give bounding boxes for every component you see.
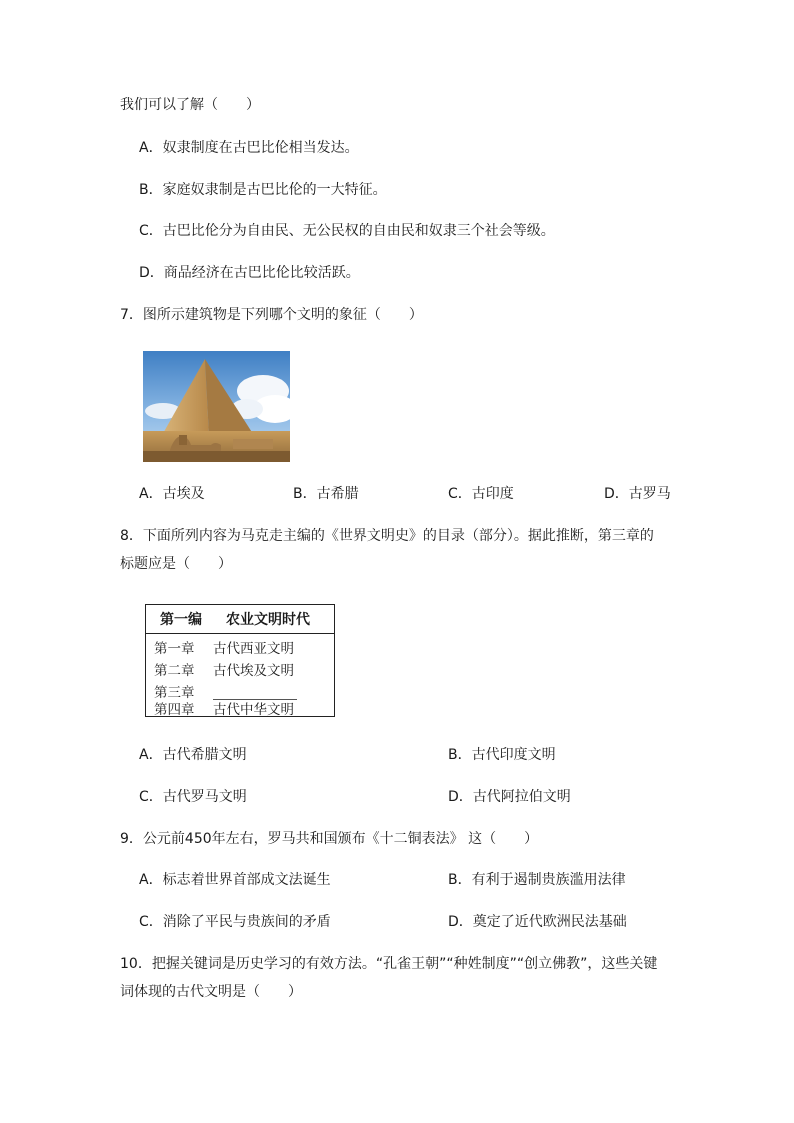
q6-option-c: C．古巴比伦分为自由民、无公民权的自由民和奴隶三个社会等级。 — [139, 223, 555, 239]
toc-row — [154, 637, 294, 657]
toc-chapter-title: 古代埃及文明 — [213, 663, 294, 679]
q8-stem-line1: 8．下面所列内容为马克走主编的《世界文明史》的目录（部分）。据此推断，第三章的 — [120, 528, 654, 544]
toc-row — [154, 659, 294, 679]
q9-option-c: C．消除了平民与贵族间的矛盾 — [139, 914, 331, 930]
q9-option-a: A．标志着世界首部成文法诞生 — [139, 872, 331, 888]
pyramid-sphinx-image — [143, 351, 290, 462]
toc-chapter-num: 第一章 — [154, 641, 195, 657]
q6-option-d: D．商品经济在古巴比伦比较活跃。 — [139, 265, 360, 281]
toc-chapter-num: 第四章 — [154, 702, 195, 718]
q8-option-c: C．古代罗马文明 — [139, 789, 247, 805]
q10-stem-line1: 10．把握关键词是历史学习的有效方法。“孔雀王朝”“种姓制度”“创立佛教”，这些关键 — [120, 956, 658, 972]
q7-option-c: C．古印度 — [448, 486, 514, 502]
q6-option-a: A．奴隶制度在古巴比伦相当发达。 — [139, 140, 359, 156]
q9-option-d: D．奠定了近代欧洲民法基础 — [448, 914, 627, 930]
q8-stem-line2: 标题应是（ ） — [120, 556, 232, 572]
toc-part-title: 农业文明时代 — [226, 612, 310, 628]
toc-part: 第一编 — [160, 612, 202, 628]
toc-chapter-num: 第三章 — [154, 685, 195, 701]
toc-chapter-num: 第二章 — [154, 663, 195, 679]
q7-option-b: B．古希腊 — [293, 486, 359, 502]
q8-option-a: A．古代希腊文明 — [139, 747, 247, 763]
table-of-contents — [145, 604, 335, 717]
q9-option-b: B．有利于遏制贵族滥用法律 — [448, 872, 626, 888]
q10-stem-line2: 词体现的古代文明是（ ） — [120, 984, 302, 1000]
toc-chapter-title: 古代西亚文明 — [213, 641, 294, 657]
toc-divider — [146, 633, 334, 634]
toc-header — [160, 609, 310, 629]
q8-option-b: B．古代印度文明 — [448, 747, 556, 763]
q7-option-d: D．古罗马 — [604, 486, 671, 502]
q6-option-b: B．家庭奴隶制是古巴比伦的一大特征。 — [139, 182, 387, 198]
toc-row — [154, 698, 294, 718]
q6-stem-tail: 我们可以了解（ ） — [120, 97, 260, 113]
q7-stem: 7．图所示建筑物是下列哪个文明的象征（ ） — [120, 307, 423, 323]
q8-option-d: D．古代阿拉伯文明 — [448, 789, 571, 805]
q7-option-a: A．古埃及 — [139, 486, 205, 502]
toc-chapter-title: 古代中华文明 — [213, 702, 294, 718]
q9-stem: 9．公元前450年左右，罗马共和国颁布《十二铜表法》 这（ ） — [120, 831, 539, 847]
